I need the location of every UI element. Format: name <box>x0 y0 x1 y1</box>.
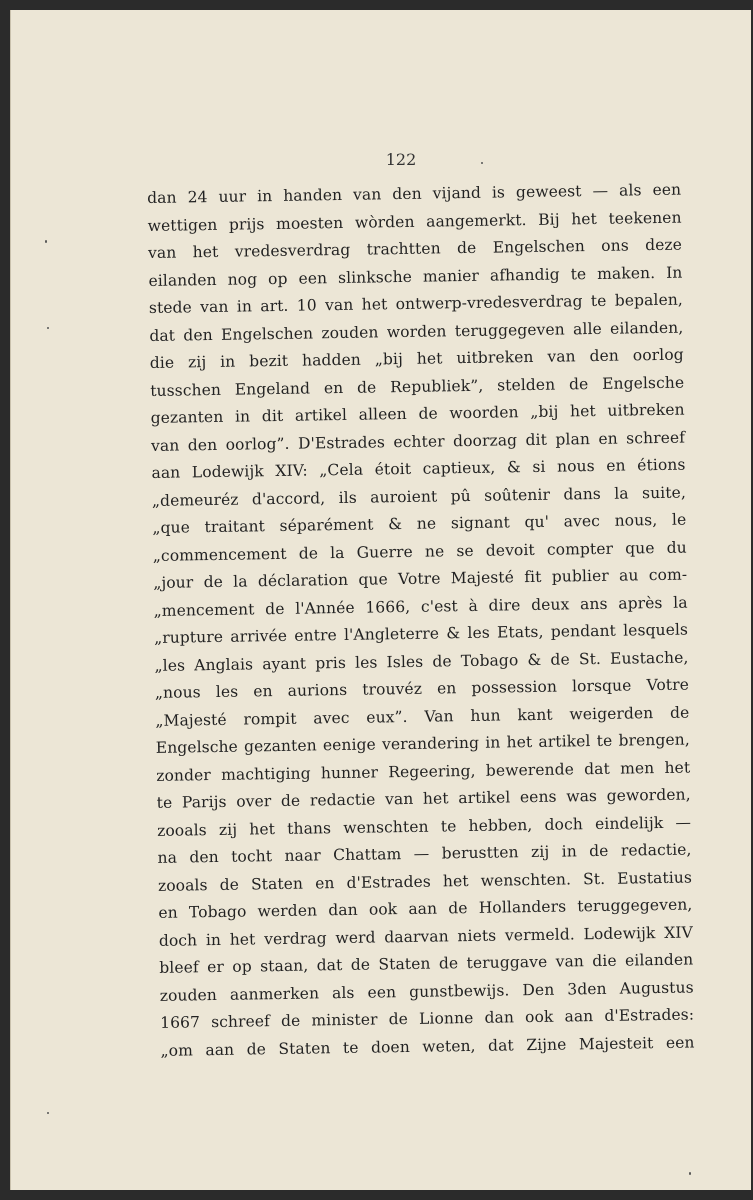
text-line: die zij in bezit hadden „bij het uitbreken van den oorlog <box>149 345 684 372</box>
text-line: 1667 schreef de minister de Lionne dan ook aan d'Estrades: <box>160 1005 695 1032</box>
text-line: bleef er op staan, dat de Staten de teruggave van die eilanden <box>159 950 694 977</box>
text-line: van het vredesverdrag trachtten de Engelschen ons deze <box>147 235 683 262</box>
text-line: Engelsche gezanten eenige verandering in het artikel te brengen, <box>155 730 690 757</box>
text-line: eilanden nog op een slinksche manier afhandig te maken. In <box>148 263 683 290</box>
text-line: „jour de la déclaration que Votre Majesté fit publier au com- <box>153 565 688 592</box>
text-line: en Tobago werden dan ook aan de Hollanders teruggegeven, <box>158 895 693 922</box>
paper-speck <box>689 1172 691 1175</box>
paper-speck <box>45 240 47 243</box>
text-line: na den tocht naar Chattam — berustten zij in de redactie, <box>157 840 692 867</box>
text-line: gezanten in dit artikel alleen de woorden „bij het uitbreken <box>150 400 685 427</box>
text-line: „om aan de Staten te doen weten, dat Zijne Majesteit een <box>160 1033 695 1060</box>
text-line: wettigen prijs moesten wòrden aangemerkt. Bij het teekenen <box>147 208 682 235</box>
text-line: zonder machtiging hunner Regeering, bewerende dat men het <box>156 758 691 785</box>
text-line: zouden aanmerken als een gunstbewijs. Den 3den Augustus <box>159 978 694 1005</box>
text-line: „rupture arrivée entre l'Angleterre & les Etats, pendant lesquels <box>153 620 689 647</box>
paper-speck <box>481 162 483 164</box>
text-line: „commencement de la Guerre ne se devoit compter que du <box>152 538 687 565</box>
text-line: stede van in art. 10 van het ontwerp-vredesverdrag te bepalen, <box>148 290 684 317</box>
text-line: van den oorlog”. D'Estrades echter doorzag dit plan en schreef <box>150 428 686 455</box>
text-line: zooals de Staten en d'Estrades het wenschten. St. Eustatius <box>157 868 693 895</box>
paper-speck <box>47 327 49 329</box>
text-line: „Majesté rompit avec eux”. Van hun kant weigerden de <box>155 703 690 730</box>
text-line: „que traitant séparément & ne signant qu' avec nous, le <box>152 510 687 537</box>
text-line: „demeuréz d'accord, ils auroient pû soûtenir dans la suite, <box>151 483 687 510</box>
paper-speck <box>47 1112 49 1114</box>
text-line: doch in het verdrag werd daarvan niets vermeld. Lodewijk XIV <box>158 923 693 950</box>
book-page <box>10 10 751 1190</box>
text-line: dan 24 uur in handen van den vijand is geweest — als een <box>147 180 682 207</box>
text-line: „nous les en aurions trouvéz en possession lorsque Votre <box>154 675 690 702</box>
text-line: „les Anglais ayant pris les Isles de Tobago & de St. Eustache, <box>154 648 689 675</box>
text-line: aan Lodewijk XIV: „Cela étoit captieux, & si nous en étions <box>151 455 686 482</box>
page-number: 122 <box>385 150 417 169</box>
text-line: zooals zij het thans wenschten te hebben, doch eindelijk — <box>156 813 692 840</box>
text-line: te Parijs over de redactie van het artikel eens was geworden, <box>156 785 691 812</box>
text-line: tusschen Engeland en de Republiek”, stelden de Engelsche <box>150 373 685 400</box>
text-line: „mencement de l'Année 1666, c'est à dire deux ans après la <box>153 593 688 620</box>
body-text <box>147 177 695 1065</box>
text-line: dat den Engelschen zouden worden teruggegeven alle eilanden, <box>149 318 684 345</box>
